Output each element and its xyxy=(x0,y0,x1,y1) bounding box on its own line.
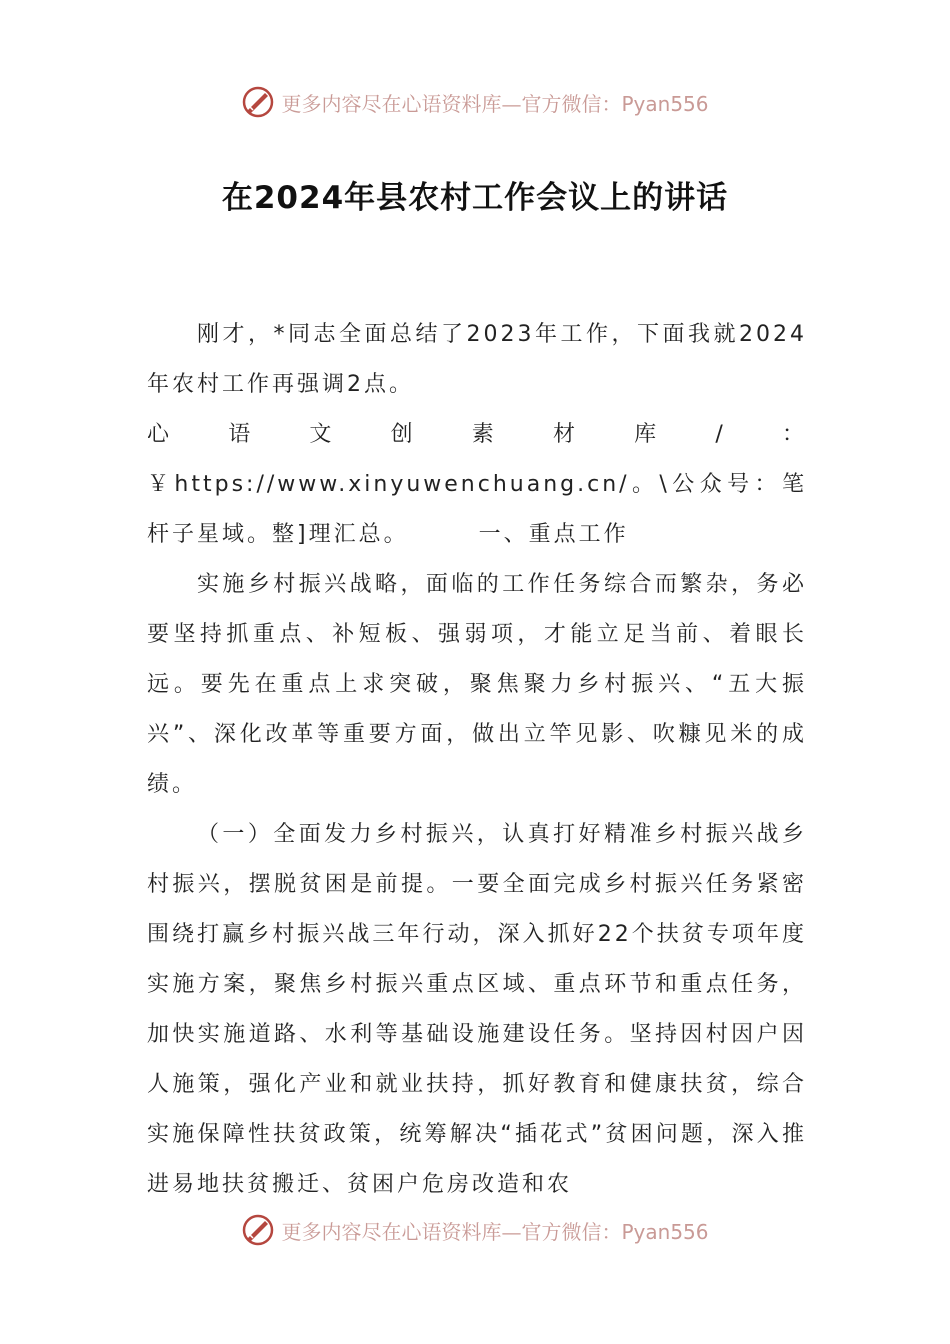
footer-banner-contact: Pyan556 xyxy=(621,1219,709,1244)
document-body xyxy=(147,310,807,1210)
footer-banner-text: 更多内容尽在心语资料库—官方微信：Pyan556 xyxy=(281,1219,709,1244)
paragraph-1: 实施乡村振兴战略，面临的工作任务综合而繁杂，务必要坚持抓重点、补短板、强弱项，才能立足当前、着眼长远。要先在重点上求突破，聚焦聚力乡村振兴、“五大振兴”、深化改革等重要方面，做出立竿见影、吹糠见米的成绩。 xyxy=(147,572,807,797)
document-title: 在2024年县农村工作会议上的讲话 xyxy=(221,180,729,216)
paragraph-2: （一）全面发力乡村振兴，认真打好精准乡村振兴战乡村振兴，摆脱贫困是前提。一要全面完成乡村振兴任务紧密围绕打赢乡村振兴战三年行动，深入抓好22个扶贫专项年度实施方案，聚焦乡村振兴重点区域、重点环节和重点任务，加快实施道路、水利等基础设施建设任务。坚持因村因户因人施策，强化产业和就业扶持，抓好教育和健康扶贫，综合实施保障性扶贫政策，统筹解决“插花式”贫困问题，深入推进易地扶贫搬迁、贫困户危房改造和农 xyxy=(147,822,807,1197)
header-banner-contact: Pyan556 xyxy=(621,91,709,116)
section-heading: 一、重点工作 xyxy=(478,522,629,547)
source-line: 心语文创素材库/：￥https://www.xinyuwenchuang.cn/。\公众号：笔杆子星域。整]理汇总。 xyxy=(147,422,807,547)
pen-logo-icon xyxy=(241,1213,275,1247)
source-paragraph xyxy=(147,410,807,560)
header-banner-text: 更多内容尽在心语资料库—官方微信：Pyan556 xyxy=(281,91,709,116)
pen-logo-icon xyxy=(241,85,275,119)
footer-watermark-banner xyxy=(0,1210,950,1250)
intro-paragraph: 刚才，*同志全面总结了2023年工作，下面我就2024年农村工作再强调2点。 xyxy=(147,322,807,397)
header-watermark-banner xyxy=(0,82,950,122)
